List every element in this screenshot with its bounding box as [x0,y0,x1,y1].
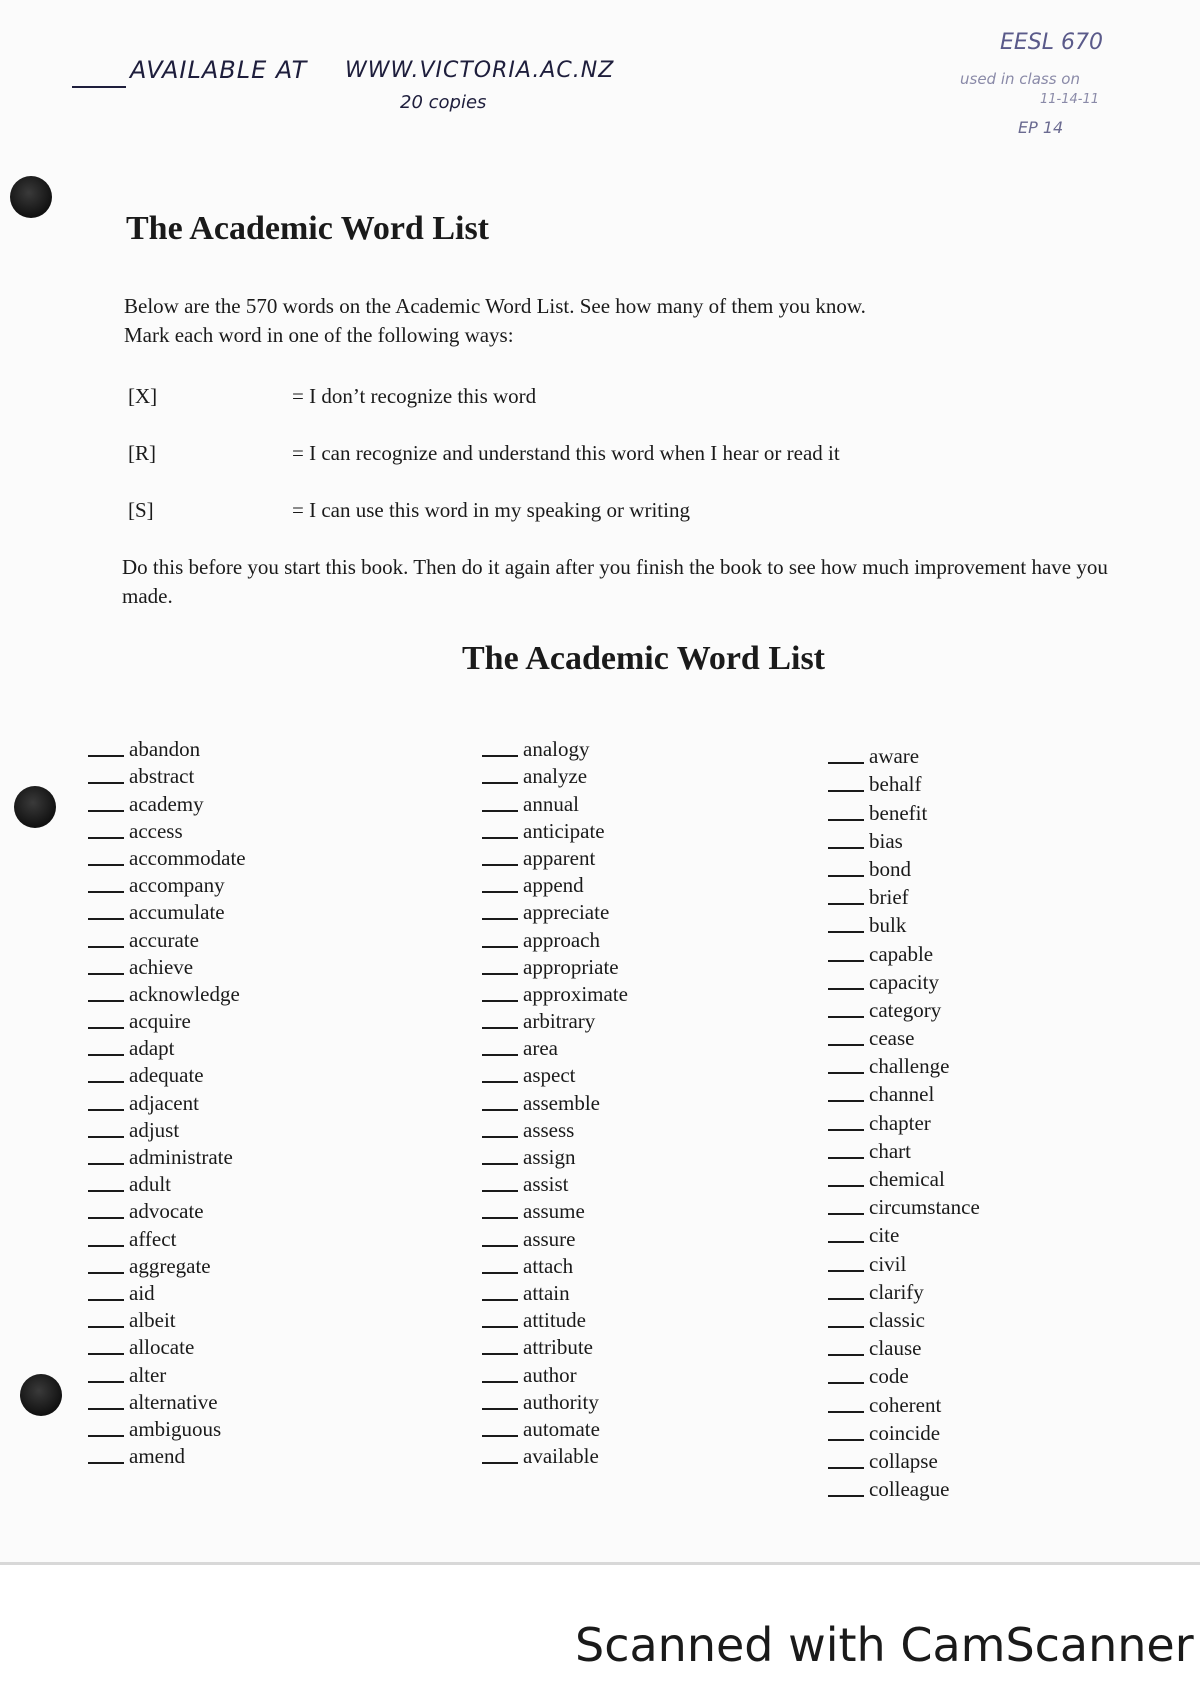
word-item [88,1443,246,1470]
word-item [88,763,246,790]
word-item [828,1024,980,1052]
answer-blank[interactable] [88,1136,124,1138]
answer-blank[interactable] [88,1081,124,1083]
word-item [88,926,246,953]
word-item [88,1307,246,1334]
word-item [482,872,628,899]
answer-blank[interactable] [828,903,864,905]
word-text: advocate [129,1199,204,1224]
word-text: clarify [869,1279,924,1304]
answer-blank[interactable] [88,1163,124,1165]
word-text: administrate [129,1145,233,1169]
word-item [88,1089,246,1116]
word-text: attach [523,1253,574,1278]
answer-blank[interactable] [828,790,864,792]
answer-blank[interactable] [828,1467,864,1469]
answer-blank[interactable] [482,1326,518,1328]
page-title: The Academic Word List [126,210,489,247]
word-item [88,1389,246,1416]
word-item [482,1334,628,1361]
word-text: chart [869,1138,911,1163]
word-item [828,798,980,826]
legend-code: [X] [128,384,158,408]
word-text: aid [129,1280,155,1305]
word-text: automate [523,1416,600,1441]
legend-row-s [128,498,690,523]
answer-blank[interactable] [828,1411,864,1413]
word-item [482,763,628,790]
word-item [828,1221,980,1249]
word-text: bias [869,828,903,853]
answer-blank[interactable] [482,1462,518,1464]
handwritten-url: WWW.VICTORIA.AC.NZ [345,58,615,83]
legend-meaning: = I can use this word in my speaking or writing [292,498,690,522]
answer-blank[interactable] [88,1190,124,1192]
legend-code: [S] [128,498,154,522]
word-text: colleague [869,1477,950,1502]
word-text: category [869,997,942,1022]
answer-blank[interactable] [828,931,864,933]
word-text: channel [869,1082,935,1107]
word-text: authority [523,1389,599,1414]
answer-blank[interactable] [482,973,518,975]
intro-paragraph [124,292,1104,350]
word-item [88,954,246,981]
answer-blank[interactable] [828,819,864,821]
answer-blank[interactable] [88,1299,124,1301]
word-item [482,790,628,817]
answer-blank[interactable] [828,1016,864,1018]
answer-blank[interactable] [482,946,518,948]
word-text: abstract [129,764,195,789]
word-text: accumulate [129,900,225,925]
word-text: assign [523,1145,576,1169]
word-text: civil [869,1251,907,1276]
answer-blank[interactable] [482,837,518,839]
answer-blank[interactable] [88,1027,124,1029]
punch-hole-bottom [20,1374,62,1416]
answer-blank[interactable] [88,1245,124,1247]
answer-blank[interactable] [828,1100,864,1102]
word-item [88,736,246,763]
word-text: accompany [129,873,225,898]
answer-blank[interactable] [88,1326,124,1328]
answer-blank[interactable] [828,1241,864,1243]
word-text: clause [869,1336,922,1361]
word-item [828,827,980,855]
answer-blank[interactable] [88,1353,124,1355]
answer-blank[interactable] [482,1408,518,1410]
word-text: coherent [869,1392,942,1417]
word-item [828,996,980,1024]
word-item [88,899,246,926]
word-item [482,1389,628,1416]
word-text: bond [869,856,911,881]
answer-blank[interactable] [88,973,124,975]
word-text: cease [869,1026,915,1051]
answer-blank[interactable] [88,1217,124,1219]
word-column-2 [482,736,628,1470]
legend-row-r [128,441,840,466]
answer-blank[interactable] [482,1381,518,1383]
word-item [482,1171,628,1198]
answer-blank[interactable] [88,1381,124,1383]
word-item [482,736,628,763]
answer-blank[interactable] [482,1245,518,1247]
answer-blank[interactable] [88,782,124,784]
answer-blank[interactable] [482,1136,518,1138]
word-item [88,1225,246,1252]
word-item [828,968,980,996]
legend-meaning: = I can recognize and understand this word when I hear or read it [292,441,840,465]
word-column-3 [828,742,980,1503]
word-text: assemble [523,1090,600,1115]
word-item [482,1361,628,1388]
word-item [828,1475,980,1503]
word-item [828,1419,980,1447]
handwritten-course: EESL 670 [1000,30,1104,55]
word-item [88,1144,246,1171]
word-item [828,939,980,967]
answer-blank[interactable] [828,1270,864,1272]
word-item [88,1280,246,1307]
word-text: benefit [869,800,928,825]
word-item [482,1008,628,1035]
page-edge [0,1562,1200,1565]
answer-blank[interactable] [828,1495,864,1497]
list-title: The Academic Word List [462,640,825,677]
word-text: analyze [523,764,588,789]
word-item [828,1334,980,1362]
word-item [828,1390,980,1418]
word-text: aware [869,744,920,769]
intro-line-2: Mark each word in one of the following ways: [124,323,514,347]
legend-code: [R] [128,441,156,465]
answer-blank[interactable] [482,864,518,866]
word-text: achieve [129,954,194,979]
word-item [88,1171,246,1198]
word-item [88,872,246,899]
word-text: accommodate [129,845,246,870]
word-item [482,926,628,953]
word-item [828,911,980,939]
word-text: adjust [129,1117,180,1142]
answer-blank[interactable] [482,1299,518,1301]
word-text: abandon [129,737,201,762]
word-text: apparent [523,845,596,870]
word-text: capable [869,941,934,966]
word-item [482,1117,628,1144]
answer-blank[interactable] [482,1163,518,1165]
answer-blank[interactable] [828,762,864,764]
answer-blank[interactable] [482,1027,518,1029]
word-text: academy [129,791,204,816]
word-item [482,1253,628,1280]
answer-blank[interactable] [828,847,864,849]
word-text: appropriate [523,954,619,979]
word-text: attain [523,1280,570,1305]
word-item [482,1225,628,1252]
word-text: adapt [129,1036,175,1061]
handwritten-used-note: used in class on [960,70,1080,88]
closing-paragraph: Do this before you start this book. Then do it again after you finish the book to see how much improvement have you made. [122,555,1108,608]
answer-blank[interactable] [88,946,124,948]
word-text: accurate [129,927,199,952]
word-text: append [523,873,584,898]
word-item [88,845,246,872]
word-item [828,855,980,883]
word-text: annual [523,791,579,816]
word-item [828,1306,980,1334]
word-text: affect [129,1226,177,1251]
word-text: code [869,1364,909,1389]
word-text: anticipate [523,818,605,843]
word-text: approximate [523,981,628,1006]
word-text: circumstance [869,1195,980,1220]
word-item [828,1052,980,1080]
answer-blank[interactable] [828,875,864,877]
word-text: adjacent [129,1090,199,1115]
word-text: behalf [869,772,922,797]
handwritten-copies: 20 copies [400,92,487,113]
word-item [482,1035,628,1062]
intro-line-1: Below are the 570 words on the Academic Word List. See how many of them you know. [124,294,866,318]
answer-blank[interactable] [482,1217,518,1219]
word-text: available [523,1444,599,1469]
word-item [482,818,628,845]
word-text: chemical [869,1167,945,1191]
word-item [482,1416,628,1443]
word-item [88,1035,246,1062]
answer-blank[interactable] [828,1439,864,1441]
word-item [482,1144,628,1171]
word-text: adequate [129,1063,204,1088]
word-item [482,981,628,1008]
word-text: cite [869,1223,900,1248]
answer-blank[interactable] [828,1129,864,1131]
answer-blank[interactable] [88,891,124,893]
word-item [482,1307,628,1334]
word-column-1 [88,736,246,1470]
word-item [88,818,246,845]
word-text: author [523,1362,577,1387]
word-text: analogy [523,737,590,762]
answer-blank[interactable] [88,1462,124,1464]
answer-blank[interactable] [88,1000,124,1002]
legend-meaning: = I don’t recognize this word [292,384,537,408]
word-text: chapter [869,1110,931,1135]
answer-blank[interactable] [828,1072,864,1074]
answer-blank[interactable] [482,1435,518,1437]
word-item [828,770,980,798]
word-text: appreciate [523,900,610,925]
word-item [828,1080,980,1108]
punch-hole-top [10,176,52,218]
word-text: collapse [869,1448,938,1473]
word-item [482,1062,628,1089]
word-item [88,1198,246,1225]
answer-blank[interactable] [88,918,124,920]
answer-blank[interactable] [828,1185,864,1187]
word-item [828,1165,980,1193]
answer-blank[interactable] [88,1054,124,1056]
word-item [482,845,628,872]
word-item [828,1362,980,1390]
answer-blank[interactable] [828,1298,864,1300]
answer-blank[interactable] [482,918,518,920]
word-item [88,1416,246,1443]
answer-blank[interactable] [482,810,518,812]
answer-blank[interactable] [88,837,124,839]
word-text: acknowledge [129,981,240,1006]
word-text: assume [523,1199,585,1224]
word-text: coincide [869,1420,941,1445]
answer-blank[interactable] [482,1000,518,1002]
answer-blank[interactable] [828,1213,864,1215]
answer-blank[interactable] [828,960,864,962]
answer-blank[interactable] [828,1044,864,1046]
word-item [828,883,980,911]
word-text: challenge [869,1054,950,1079]
word-text: assess [523,1117,575,1142]
word-text: albeit [129,1308,176,1333]
word-text: assure [523,1226,576,1251]
answer-blank[interactable] [828,988,864,990]
word-text: aspect [523,1063,576,1088]
word-item [482,1280,628,1307]
word-text: attribute [523,1335,593,1360]
word-text: ambiguous [129,1416,222,1441]
answer-blank[interactable] [482,782,518,784]
answer-blank[interactable] [88,1109,124,1111]
answer-blank[interactable] [88,755,124,757]
word-text: alter [129,1362,167,1387]
answer-blank[interactable] [482,891,518,893]
answer-blank[interactable] [828,1157,864,1159]
word-item [828,1193,980,1221]
answer-blank[interactable] [482,1190,518,1192]
legend-row-x [128,384,536,409]
word-text: attitude [523,1308,586,1333]
word-item [482,954,628,981]
word-text: approach [523,927,600,952]
word-item [88,1062,246,1089]
answer-blank[interactable] [482,1054,518,1056]
answer-blank[interactable] [482,1081,518,1083]
word-text: allocate [129,1335,195,1360]
handwritten-page-ref: EP 14 [1018,118,1064,137]
word-text: area [523,1036,558,1061]
word-text: arbitrary [523,1009,596,1034]
word-text: access [129,818,183,843]
word-text: acquire [129,1009,191,1034]
word-text: classic [869,1307,925,1332]
answer-blank[interactable] [88,1435,124,1437]
word-item [828,1249,980,1277]
word-text: capacity [869,969,939,994]
handwritten-date: 11-14-11 [1040,92,1100,107]
answer-blank[interactable] [482,1353,518,1355]
word-item [88,981,246,1008]
word-item [828,1137,980,1165]
answer-blank[interactable] [88,1272,124,1274]
word-item [88,1253,246,1280]
word-item [828,1447,980,1475]
word-item [482,1198,628,1225]
word-item [88,1361,246,1388]
word-text: bulk [869,913,907,938]
word-item [88,790,246,817]
answer-blank[interactable] [482,1272,518,1274]
punch-hole-middle [14,786,56,828]
word-text: adult [129,1172,171,1197]
answer-blank[interactable] [828,1354,864,1356]
answer-blank[interactable] [482,1109,518,1111]
answer-blank[interactable] [828,1326,864,1328]
camscanner-watermark: Scanned with CamScanner [575,1618,1194,1672]
word-item [88,1117,246,1144]
word-text: alternative [129,1389,218,1414]
word-text: assist [523,1172,569,1197]
word-item [88,1334,246,1361]
word-item [482,899,628,926]
answer-blank[interactable] [828,1382,864,1384]
answer-blank[interactable] [88,1408,124,1410]
handwritten-underline [72,86,126,88]
answer-blank[interactable] [482,755,518,757]
word-text: aggregate [129,1253,211,1278]
handwritten-available: AVAILABLE AT [130,56,308,84]
word-text: brief [869,885,909,910]
word-item [828,1278,980,1306]
answer-blank[interactable] [88,864,124,866]
word-item [482,1089,628,1116]
word-item [828,1108,980,1136]
word-item [828,742,980,770]
answer-blank[interactable] [88,810,124,812]
word-item [88,1008,246,1035]
word-text: amend [129,1444,185,1469]
word-item [482,1443,628,1470]
